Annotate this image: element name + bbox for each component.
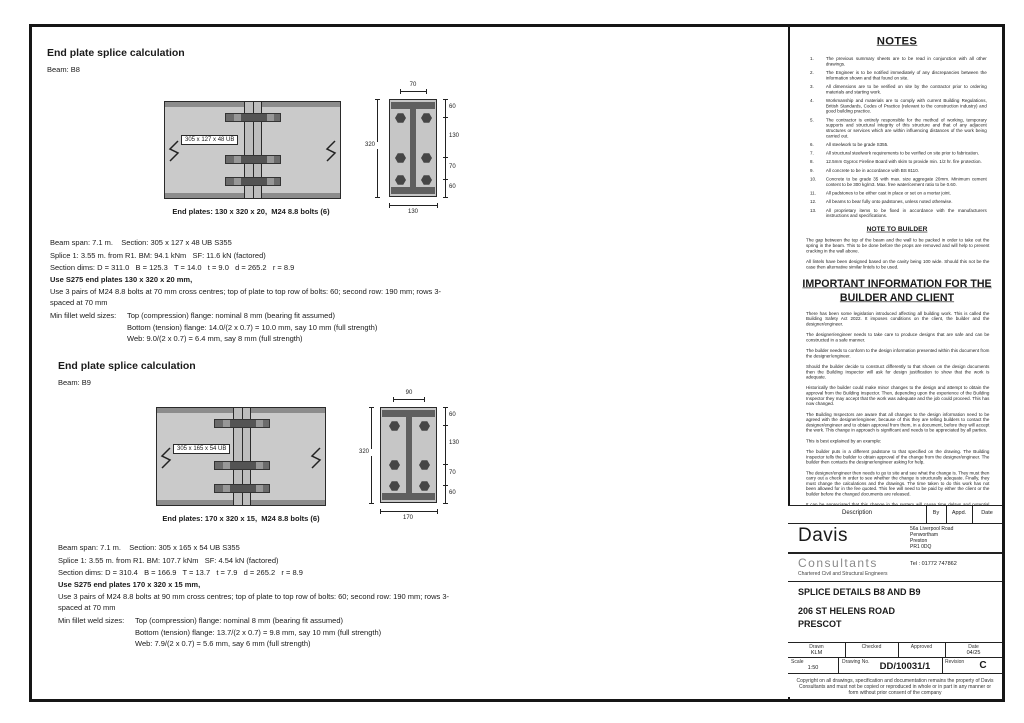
note-text: The previous summary sheets are to be read in conjunction with all other drawings. xyxy=(825,56,987,67)
dimension-tick xyxy=(400,89,401,94)
bolt xyxy=(419,460,430,470)
section1-beam-id: Beam: B8 xyxy=(47,65,80,74)
rev-col-by: By xyxy=(932,510,940,516)
bolt-row xyxy=(225,113,281,122)
title-block-line xyxy=(788,552,1002,554)
company-tagline: Chartered Civil and Structural Engineers xyxy=(798,571,888,577)
dimension-tick xyxy=(375,197,380,198)
rev-col-description: Description xyxy=(841,510,872,516)
bolt xyxy=(419,481,430,491)
note-item xyxy=(810,57,987,68)
note-item xyxy=(810,85,987,96)
project-title-line: SPLICE DETAILS B8 AND B9 xyxy=(798,587,921,597)
calc-line: Section dims: D = 311.0 B = 125.3 T = 14.0 t = 9.0 d = 265.2 r = 8.9 xyxy=(50,263,295,272)
dimension-line xyxy=(393,399,424,400)
bolt xyxy=(395,175,406,185)
note-number: 7. xyxy=(809,151,814,156)
dimension-line xyxy=(389,205,437,206)
important-paragraph: Should the builder decide to construct differently to that shown on the design documents then the Building Inspector will ask for design justification to show that the work is adequate. xyxy=(805,364,990,380)
dimension-tick xyxy=(375,99,380,100)
title-block-line xyxy=(788,505,1002,506)
note-item xyxy=(810,118,987,139)
weld-line: Web: 9.0/(2 x 0.7) = 6.4 mm, say 8 mm (full strength) xyxy=(127,334,303,343)
web-section xyxy=(406,417,412,493)
copyright-text: Copyright on all drawings, specification and documentation remains the property of Davis Consultants and must not be copied or reproduced in whole or in part in any manner or form without prior consent of the company xyxy=(796,678,994,696)
dimension-tick xyxy=(443,464,448,465)
note-text: All beams to bear fully onto padstones, unless noted otherwise. xyxy=(825,199,953,205)
dim-left: 320 xyxy=(362,142,378,149)
dimension-tick xyxy=(443,407,448,408)
dim-right-2: 130 xyxy=(449,133,467,140)
rev-col-appd: Appd. xyxy=(951,510,967,516)
note-text: The contractor is entirely responsible for the method of working, temporary supports and structural integrity of this structure and that of any adjacent structures or services which are within influencing distances of the work being carried out. xyxy=(825,118,987,139)
dimension-tick xyxy=(443,157,448,158)
note-item xyxy=(810,160,987,165)
important-paragraph: The Building Inspectors are aware that all changes to the design information need to be agreed with the designer/engineer, because of this they are telling builders to contact the designer/engineer and to obtain approval from them, in a document, before they will accept the work. This change in approach is significant and needs to be appreciated by all parties. xyxy=(805,412,990,434)
web-section xyxy=(410,109,416,187)
important-paragraph: Historically the builder could make minor changes to the design and attempt to obtain the approval from the Building Inspector. Then, depending upon the experience of the Building Inspector they may accept that the work was adequate and the job could proceed. This has now changed. xyxy=(805,385,990,407)
section2-caption: End plates: 170 x 320 x 15, M24 8.8 bolts (6) xyxy=(162,514,320,523)
checked-label: Checked xyxy=(861,644,882,650)
flange-section xyxy=(391,187,435,194)
calc-line-use-plates: Use S275 end plates 130 x 320 x 20 mm, xyxy=(50,275,193,284)
beam-section-label: 305 x 127 x 48 UB xyxy=(181,135,238,145)
note-to-builder-paragraph: All lintels have been designed based on the cavity being 100 wide. Should this not be the case then alternative similar lintels to be used. xyxy=(805,259,990,270)
rev-col-date: Date xyxy=(981,510,993,516)
dimension-line xyxy=(445,407,446,503)
drawing-no-label: Drawing No. xyxy=(842,659,870,665)
dim-right-3: 70 xyxy=(449,164,467,171)
break-mark-icon xyxy=(167,140,181,162)
break-mark-icon xyxy=(324,140,338,162)
bolt xyxy=(419,421,430,431)
dimension-tick xyxy=(443,179,448,180)
weld-line: Top (compression) flange: nominal 8 mm (bearing fit assumed) xyxy=(127,311,336,320)
note-text: Concrete to be grade 35 with max. size aggregate 20mm. Minimum cement content to be 300 kg/m3. Max. free water/cement ratio to be 0.60. xyxy=(825,177,987,188)
note-text: All structural steelwork requirements to be verified on site prior to fabrication. xyxy=(825,151,980,156)
dim-right-4: 60 xyxy=(449,184,467,191)
dim-right-1: 60 xyxy=(449,104,467,111)
dimension-line xyxy=(445,99,446,197)
dimension-tick xyxy=(443,99,448,100)
date-label: Date xyxy=(968,644,979,650)
dim-right-3: 70 xyxy=(449,470,467,477)
approved-label: Approved xyxy=(910,644,933,650)
dim-right-4: 60 xyxy=(449,490,467,497)
title-block-line xyxy=(788,523,1002,524)
important-paragraph: The designer/engineer needs to take care to produce designs that are safe and can be constructed in a safe manner. xyxy=(805,332,990,343)
dimension-line xyxy=(400,91,426,92)
bolt-row xyxy=(214,419,270,428)
title-block-line xyxy=(788,642,1002,643)
calc-line: spaced at 70 mm xyxy=(58,603,116,612)
bolt-row xyxy=(225,155,281,164)
note-item xyxy=(810,143,987,148)
important-paragraph: This is best explained by an example: xyxy=(805,439,882,444)
calc-line: spaced at 70 mm xyxy=(50,298,108,307)
title-block-line xyxy=(838,657,839,673)
company-address-line: 56a Liverpool Road xyxy=(910,526,954,532)
dimension-tick xyxy=(389,203,390,208)
note-item xyxy=(810,191,987,196)
note-item xyxy=(810,200,987,205)
note-number: 3. xyxy=(809,84,814,90)
weld-line: Bottom (tension) flange: 14.0/(2 x 0.7) = 10.0 mm, say 10 mm (full strength) xyxy=(127,323,378,332)
note-text: All proprietary items to be fixed in accordance with the manufacturers instructions and specifications. xyxy=(825,208,987,219)
dim-right-1: 60 xyxy=(449,412,467,419)
end-plate xyxy=(380,407,437,503)
dim-top: 70 xyxy=(403,82,423,89)
bolt xyxy=(389,481,400,491)
flange-section xyxy=(391,102,435,109)
section2-beam-id: Beam: B9 xyxy=(58,378,91,387)
beam-section-label: 305 x 165 x 54 UB xyxy=(173,444,230,454)
note-number: 11. xyxy=(809,191,816,196)
drawing-sheet-border xyxy=(29,24,1005,702)
dimension-tick xyxy=(424,397,425,402)
calc-line: Beam span: 7.1 m. Section: 305 x 165 x 54 UB S355 xyxy=(58,543,240,552)
project-title-line: 206 ST HELENS ROAD xyxy=(798,606,896,616)
note-number: 8. xyxy=(809,159,814,165)
note-number: 5. xyxy=(809,118,814,123)
bolt-row xyxy=(214,484,270,493)
note-number: 12. xyxy=(809,199,817,205)
dimension-line xyxy=(380,511,437,512)
bolt-row xyxy=(225,177,281,186)
calc-line: Splice 1: 3.55 m. from R1. BM: 107.7 kNm SF: 4.54 kN (factored) xyxy=(58,556,279,565)
company-address-line: Penwortham xyxy=(910,532,939,538)
title-block-line xyxy=(942,657,943,673)
calc-line: Section dims: D = 310.4 B = 166.9 T = 13.7 t = 7.9 d = 265.2 r = 8.9 xyxy=(58,568,303,577)
dim-top: 90 xyxy=(399,390,419,397)
important-paragraph: The builder needs to conform to the design information presented within this document from the designer/engineer. xyxy=(805,348,990,359)
title-block-line xyxy=(788,673,1002,674)
note-item xyxy=(810,169,987,174)
beam-elevation-b8 xyxy=(164,101,341,199)
note-text: Workmanship and materials are to comply with current Building Regulations, British Standards, Codes of Practice (relevant to the construction industry) and good building practice. xyxy=(825,98,987,115)
company-name: Davis xyxy=(798,525,849,546)
title-block xyxy=(788,505,1002,697)
note-text: 12.5mm Gyproc Fireline Board with skim to provide min. 1/2 hr. fire protection. xyxy=(825,159,982,165)
beam-elevation-b9 xyxy=(156,407,326,506)
dimension-tick xyxy=(380,509,381,514)
company-sub-name: Consultants xyxy=(798,556,878,570)
dimension-tick xyxy=(443,117,448,118)
note-text: All padstones to be either cast in place or set on a mortar joint. xyxy=(825,191,951,196)
note-number: 6. xyxy=(809,142,814,148)
important-paragraph: The builder puts in a different padstone to that specified on the drawing. The Building Inspector tells the builder to obtain approval of the change from the designer/engineer. The builder then contacts the designer/engineer asking for help. xyxy=(805,449,990,465)
note-to-builder-title: NOTE TO BUILDER xyxy=(866,225,928,234)
company-address-line: Preston xyxy=(910,538,928,544)
end-plate-view-b8 xyxy=(364,82,487,222)
calc-line: Splice 1: 3.55 m. from R1. BM: 94.1 kNm SF: 11.6 kN (factored) xyxy=(50,251,266,260)
end-plate-view-b9 xyxy=(358,390,483,530)
weld-label: Min fillet weld sizes: xyxy=(58,616,125,625)
note-number: 13. xyxy=(809,208,817,214)
dimension-tick xyxy=(443,425,448,426)
note-number: 4. xyxy=(809,98,814,104)
important-paragraph: There has been some legislation introduced affecting all building work. This is called the Building Safety Act 2022. It imposes conditions on the client, the builder and the designer/engineer. xyxy=(805,311,990,327)
calc-line: Beam span: 7.1 m. Section: 305 x 127 x 48 UB S355 xyxy=(50,238,232,247)
dimension-tick xyxy=(369,503,374,504)
revision-value: C xyxy=(979,660,987,671)
dim-bottom: 170 xyxy=(388,515,428,522)
notes-panel xyxy=(790,29,1004,506)
bolt xyxy=(395,113,406,123)
drawn-label: Drawn xyxy=(809,644,824,650)
project-title-line: PRESCOT xyxy=(798,619,842,629)
note-text: All steelwork to be grade S355. xyxy=(825,142,889,148)
break-mark-icon xyxy=(309,447,323,469)
revision-label: Revision xyxy=(945,659,965,665)
dimension-tick xyxy=(426,89,427,94)
dimension-tick xyxy=(437,509,438,514)
calc-line: Use 3 pairs of M24 8.8 bolts at 90 mm cross centres; top of plate to top row of bolts: 60; second row: 190 mm; rows 3- xyxy=(58,592,450,601)
note-to-builder-paragraph: The gap between the top of the beam and the wall to be packed in order to take out the spring in the beam. This to be done before the props are removed and will help to prevent cracking in the wall above. xyxy=(805,238,990,254)
calc-line-use-plates: Use S275 end plates 170 x 320 x 15 mm, xyxy=(58,580,201,589)
note-item xyxy=(810,71,987,82)
weld-line: Top (compression) flange: nominal 8 mm (bearing fit assumed) xyxy=(135,616,344,625)
weld-line: Bottom (tension) flange: 13.7/(2 x 0.7) = 9.8 mm, say 10 mm (full strength) xyxy=(135,628,382,637)
section1-caption: End plates: 130 x 320 x 20, M24 8.8 bolts (6) xyxy=(172,207,330,216)
title-block-line xyxy=(788,657,1002,658)
note-number: 1. xyxy=(809,56,814,62)
dimension-tick xyxy=(369,407,374,408)
end-plate xyxy=(389,99,437,197)
date-value: 04/25 xyxy=(966,650,981,656)
dimension-tick xyxy=(393,397,394,402)
note-text: All concrete to be in accordance with BS 8110. xyxy=(825,168,919,174)
notes-title: NOTES xyxy=(876,34,918,47)
note-number: 2. xyxy=(809,70,814,76)
flange-section xyxy=(382,493,435,500)
note-item xyxy=(810,99,987,115)
note-number: 10. xyxy=(809,177,817,182)
company-tel: Tel : 01772 747862 xyxy=(910,561,957,567)
section2-heading: End plate splice calculation xyxy=(58,360,196,372)
bolt xyxy=(389,460,400,470)
dimension-tick xyxy=(437,203,438,208)
dim-right-2: 130 xyxy=(449,440,467,447)
company-address-line: PR1 0DQ xyxy=(910,544,932,550)
bolt xyxy=(395,153,406,163)
bolt-row xyxy=(214,461,270,470)
bolt xyxy=(421,113,432,123)
note-number: 9. xyxy=(809,168,814,174)
scale-value: 1:50 xyxy=(807,665,819,671)
note-item xyxy=(810,151,987,156)
bolt xyxy=(421,153,432,163)
dim-bottom: 130 xyxy=(393,209,433,216)
dimension-tick xyxy=(443,503,448,504)
section1-heading: End plate splice calculation xyxy=(47,47,185,59)
note-item xyxy=(810,177,987,188)
dim-left: 320 xyxy=(356,449,372,456)
drawing-no-value: DD/10031/1 xyxy=(879,661,931,672)
break-mark-icon xyxy=(159,447,173,469)
weld-label: Min fillet weld sizes: xyxy=(50,311,117,320)
drawn-value: KLM xyxy=(810,650,823,656)
title-block-line xyxy=(788,581,1002,582)
bolt xyxy=(421,175,432,185)
note-text: All dimensions are to be verified on site by the contractor prior to ordering materials and starting work. xyxy=(825,84,987,95)
dimension-tick xyxy=(443,485,448,486)
important-info-title: IMPORTANT INFORMATION FOR THE BUILDER AND CLIENT xyxy=(802,278,992,304)
calc-line: Use 3 pairs of M24 8.8 bolts at 70 mm cross centres; top of plate to top row of bolts: 60; second row: 190 mm; rows 3- xyxy=(50,287,442,296)
weld-line: Web: 7.9/(2 x 0.7) = 5.6 mm, say 6 mm (full strength) xyxy=(135,639,311,648)
note-text: The Engineer is to be notified immediately of any discrepancies between the information shown and that found on site. xyxy=(825,70,987,81)
important-paragraph: The designer/engineer then needs to go to site and see what the change is. They must then carry out a check in order to see whether the change is structurally adequate. Finally, they must change the calculations and the drawings. The time taken to do this work has not been allowed for in the fee quoted. This fee will need to be paid by either the client or the builder before the changed documents are released. xyxy=(805,470,990,497)
note-item xyxy=(810,208,987,219)
dimension-tick xyxy=(443,197,448,198)
flange-section xyxy=(382,410,435,417)
scale-label: Scale xyxy=(791,659,804,665)
bolt xyxy=(389,421,400,431)
